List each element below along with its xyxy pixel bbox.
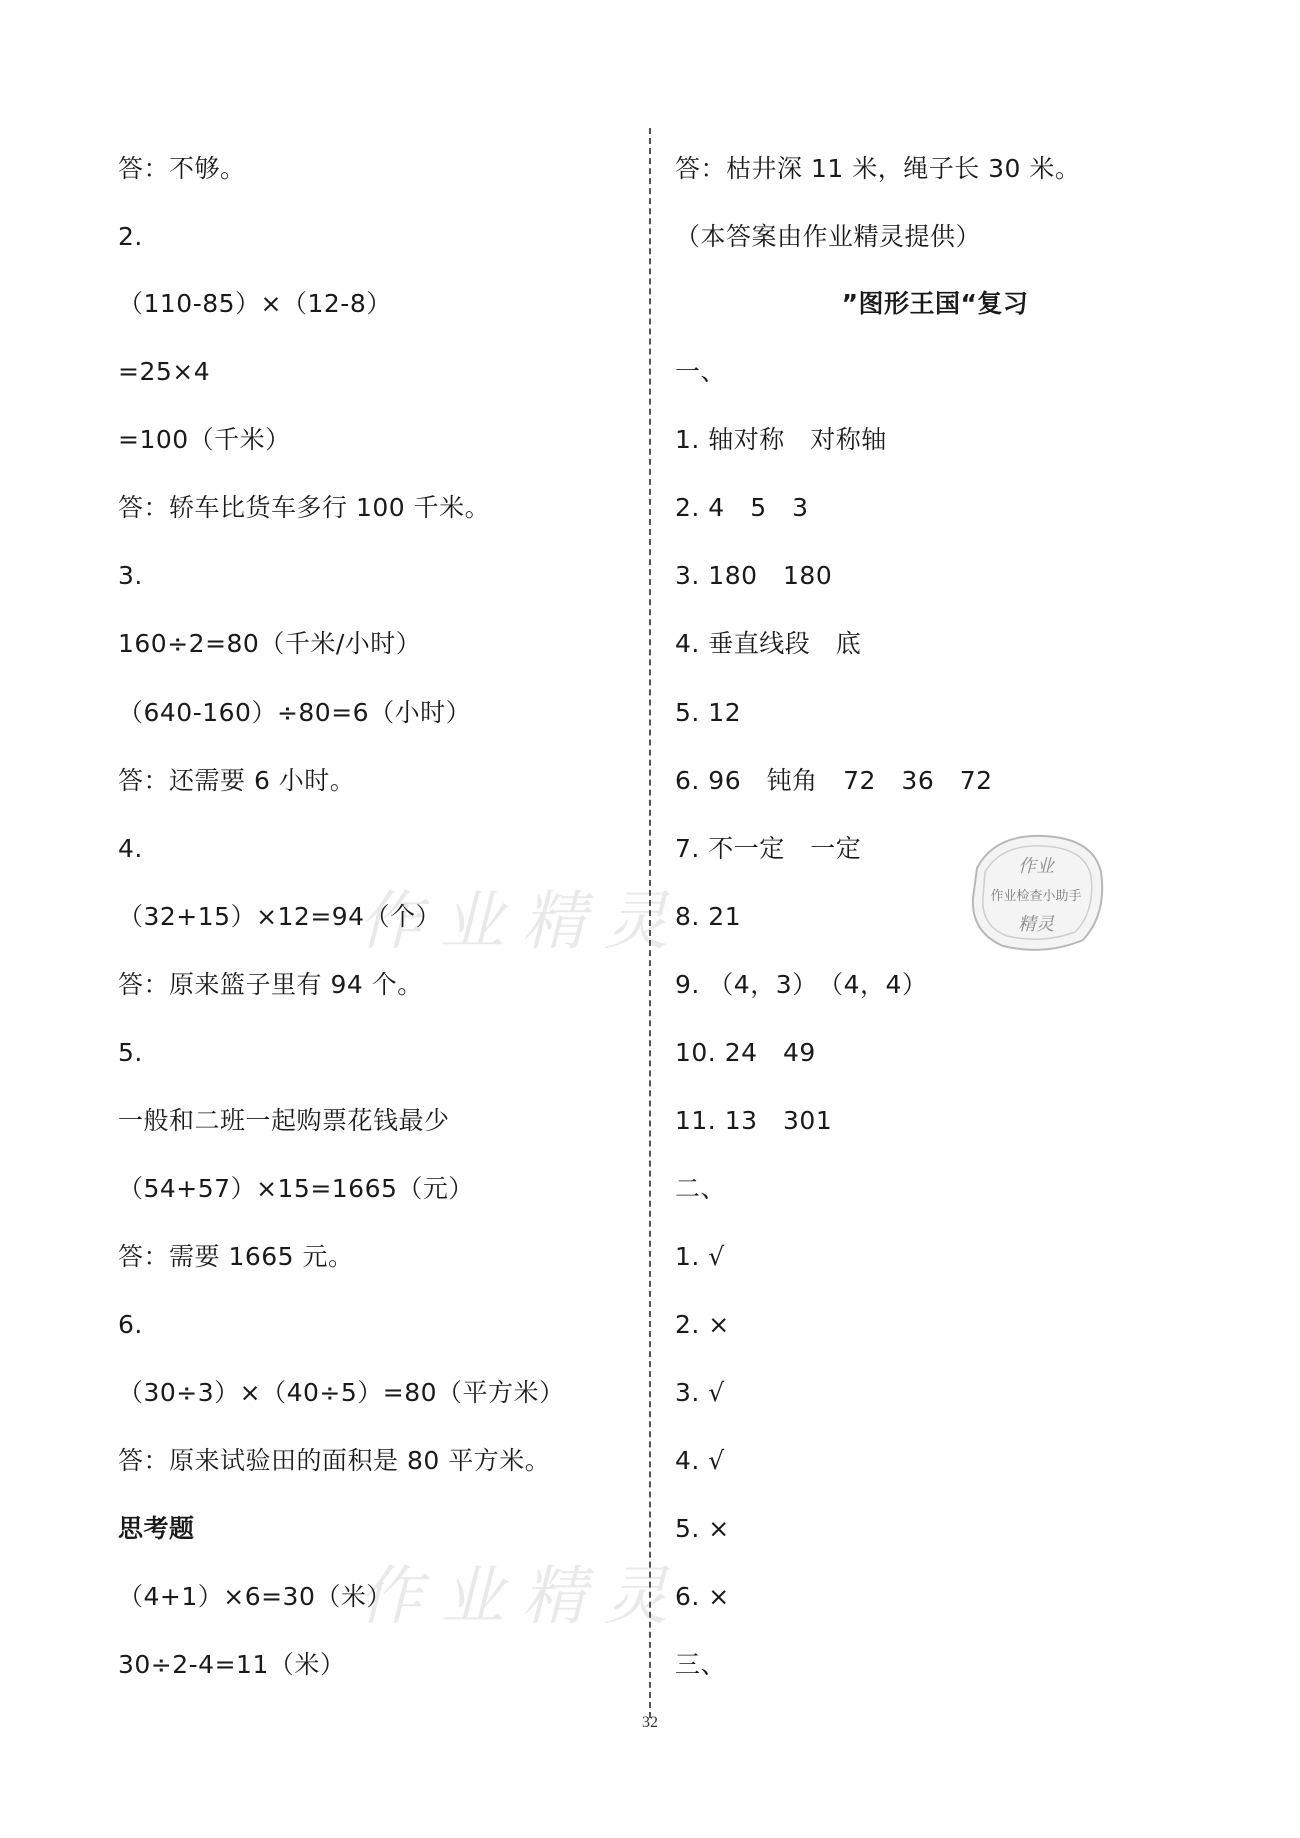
- answer-item: 1. 轴对称 对称轴: [675, 425, 887, 454]
- answer-item: 5. ×: [675, 1514, 730, 1543]
- equation-line: （54+57）×15=1665（元）: [118, 1174, 474, 1203]
- answer-item: 1. √: [675, 1242, 725, 1271]
- question-number: 6.: [118, 1310, 143, 1339]
- part-heading: 二、: [675, 1174, 727, 1203]
- answer-item: 3. 180 180: [675, 561, 833, 590]
- answer-item: 6. ×: [675, 1582, 730, 1611]
- equation-line: （110-85）×（12-8）: [118, 289, 392, 318]
- answer-item: 10. 24 49: [675, 1038, 816, 1067]
- equation-line: （30÷3）×（40÷5）=80（平方米）: [118, 1378, 565, 1407]
- part-heading: 一、: [675, 357, 727, 386]
- answer-item: 2. ×: [675, 1310, 730, 1339]
- answer-item: 3. √: [675, 1378, 725, 1407]
- answer-item: 11. 13 301: [675, 1106, 833, 1135]
- answer-item: 9. （4，3） （4，4）: [675, 970, 928, 999]
- answer-item: 6. 96 钝角 72 36 72: [675, 766, 993, 795]
- question-number: 4.: [118, 834, 143, 863]
- section-heading: 思考题: [118, 1514, 195, 1543]
- watermark-1: 作业精灵: [358, 885, 686, 959]
- answer-line: 答：轿车比货车多行 100 千米。: [118, 493, 491, 522]
- answer-item: 4. 垂直线段 底: [675, 629, 862, 658]
- question-number: 2.: [118, 222, 143, 251]
- equation-line: （32+15）×12=94（个）: [118, 902, 442, 931]
- stamp-top-text: 作业: [1018, 856, 1054, 877]
- equation-line: （4+1）×6=30（米）: [118, 1582, 392, 1611]
- answer-line: 答：原来篮子里有 94 个。: [118, 970, 423, 999]
- equation-line: （640-160）÷80=6（小时）: [118, 698, 472, 727]
- question-number: 5.: [118, 1038, 143, 1067]
- answer-line: 答：需要 1665 元。: [118, 1242, 354, 1271]
- page-number: 32: [642, 1714, 658, 1731]
- answer-line: 答：不够。: [118, 154, 246, 183]
- equation-line: 30÷2-4=11（米）: [118, 1650, 346, 1679]
- equation-line: =100（千米）: [118, 425, 291, 454]
- section-title: ”图形王国“复习: [841, 289, 1029, 318]
- equation-line: =25×4: [118, 357, 211, 386]
- stamp-bottom-text: 精灵: [1018, 914, 1054, 935]
- answer-item: 5. 12: [675, 698, 742, 727]
- stamp-seal: [965, 828, 1107, 952]
- answer-line: 答：原来试验田的面积是 80 平方米。: [118, 1446, 551, 1475]
- watermark-2: 作业精灵: [358, 1560, 686, 1634]
- equation-line: 160÷2=80（千米/小时）: [118, 629, 422, 658]
- text-line: 一般和二班一起购票花钱最少: [118, 1106, 450, 1135]
- column-divider: [649, 128, 651, 1718]
- question-number: 3.: [118, 561, 143, 590]
- stamp-middle-text: 作业检查小助手: [990, 889, 1082, 904]
- answer-item: 2. 4 5 3: [675, 493, 809, 522]
- source-note: （本答案由作业精灵提供）: [675, 222, 982, 251]
- part-heading: 三、: [675, 1650, 727, 1679]
- answer-item: 4. √: [675, 1446, 725, 1475]
- answer-item: 8. 21: [675, 902, 742, 931]
- answer-line: 答：枯井深 11 米，绳子长 30 米。: [675, 154, 1081, 183]
- answer-item: 7. 不一定 一定: [675, 834, 862, 863]
- answer-line: 答：还需要 6 小时。: [118, 766, 356, 795]
